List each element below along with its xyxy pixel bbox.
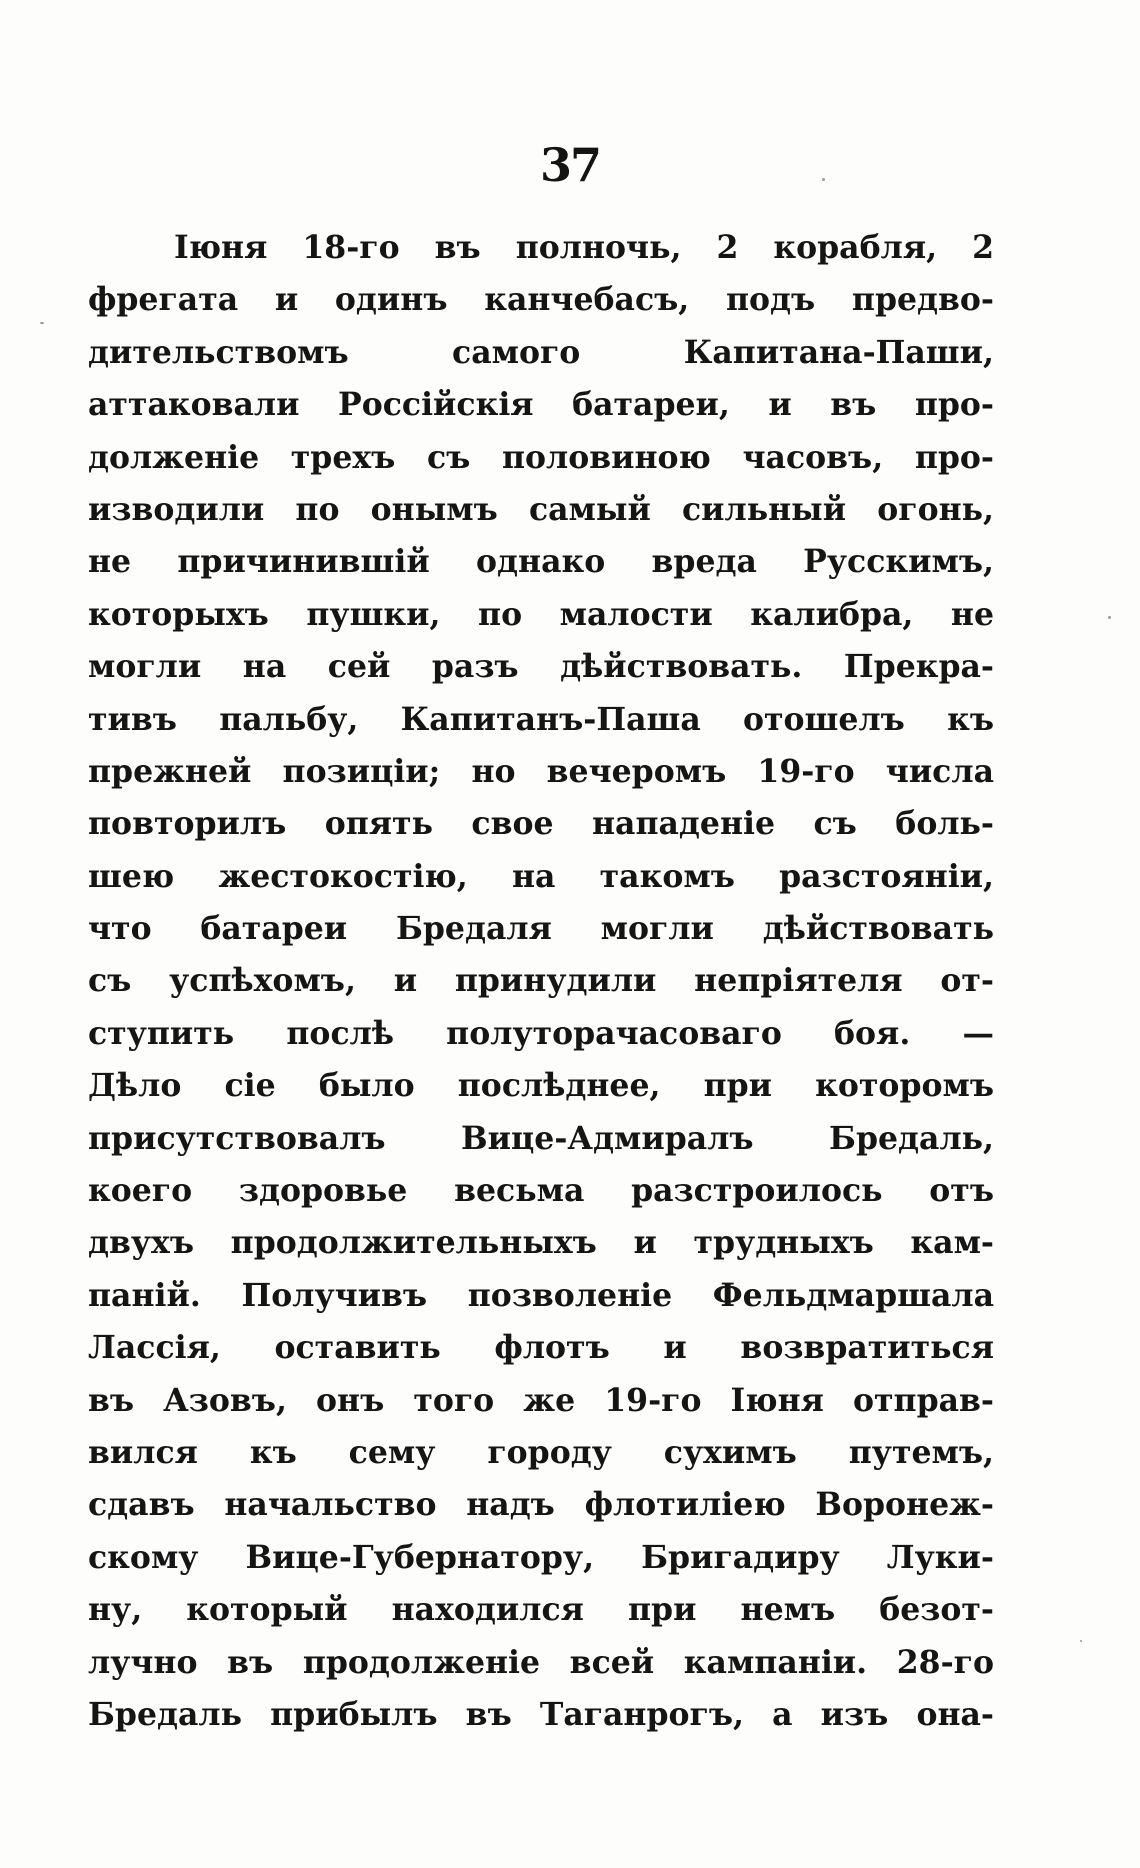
text-line: что батареи Бредаля могли дѣйствовать [88,910,994,948]
text-line: въ Азовъ, онъ того же 19-го Іюня отправ- [88,1381,994,1419]
text-line: Дѣло сіе было послѣднее, при которомъ [88,1067,994,1105]
print-speck [822,178,825,181]
text-line: присутствовалъ Вице-Адмиралъ Бредаль, [88,1119,994,1157]
text-line: прежней позиціи; но вечеромъ 19-го числа [88,752,994,790]
print-speck [1080,1640,1082,1642]
text-line: лучно въ продолженіе всей кампаніи. 28-го [88,1643,994,1681]
text-line: скому Вице-Губернатору, Бригадиру Луки- [88,1538,994,1576]
text-line: могли на сей разъ дѣйствовать. Прекра- [88,648,994,686]
text-line: ну, который находился при немъ безот- [88,1591,994,1629]
text-line: коего здоровье весьма разстроилось отъ [88,1172,994,1210]
text-line: сдавъ начальство надъ флотиліею Воронеж- [88,1486,994,1524]
print-speck [40,322,44,324]
text-line: изводили по онымъ самый сильный огонь, [88,490,994,528]
text-line: тивъ пальбу, Капитанъ-Паша отошелъ къ [88,700,994,738]
text-line: Іюня 18-го въ полночь, 2 корабля, 2 [174,229,994,266]
text-line: съ успѣхомъ, и принудили непріятеля от- [88,962,994,1000]
text-line: фрегата и одинъ канчебасъ, подъ предво- [88,281,994,319]
text-line: которыхъ пушки, по малости калибра, не [88,595,994,633]
text-line: дительствомъ самого Капитана-Паши, [88,333,994,371]
text-line: Лассія, оставить флотъ и возвратиться [88,1329,994,1367]
text-line: повторилъ опять свое нападеніе съ боль- [88,805,994,843]
text-line: шею жестокостію, на такомъ разстояніи, [88,857,994,895]
text-line: Бредаль прибылъ въ Таганрогъ, а изъ она- [88,1695,994,1733]
text-line: ступить послѣ полуторачасоваго боя. — [88,1014,994,1052]
text-line: двухъ продолжительныхъ и трудныхъ кам- [88,1224,994,1262]
text-line: аттаковали Россійскія батареи, и въ про- [88,386,994,424]
body-text [88,222,994,1741]
text-line: долженіе трехъ съ половиною часовъ, про- [88,438,994,476]
text-line: паній. Получивъ позволеніе Фельдмаршала [88,1276,994,1314]
text-line: вился къ сему городу сухимъ путемъ, [88,1433,994,1471]
page-number: 37 [539,138,600,192]
print-speck [1108,616,1111,619]
text-line: не причинившій однако вреда Русскимъ, [88,543,994,581]
